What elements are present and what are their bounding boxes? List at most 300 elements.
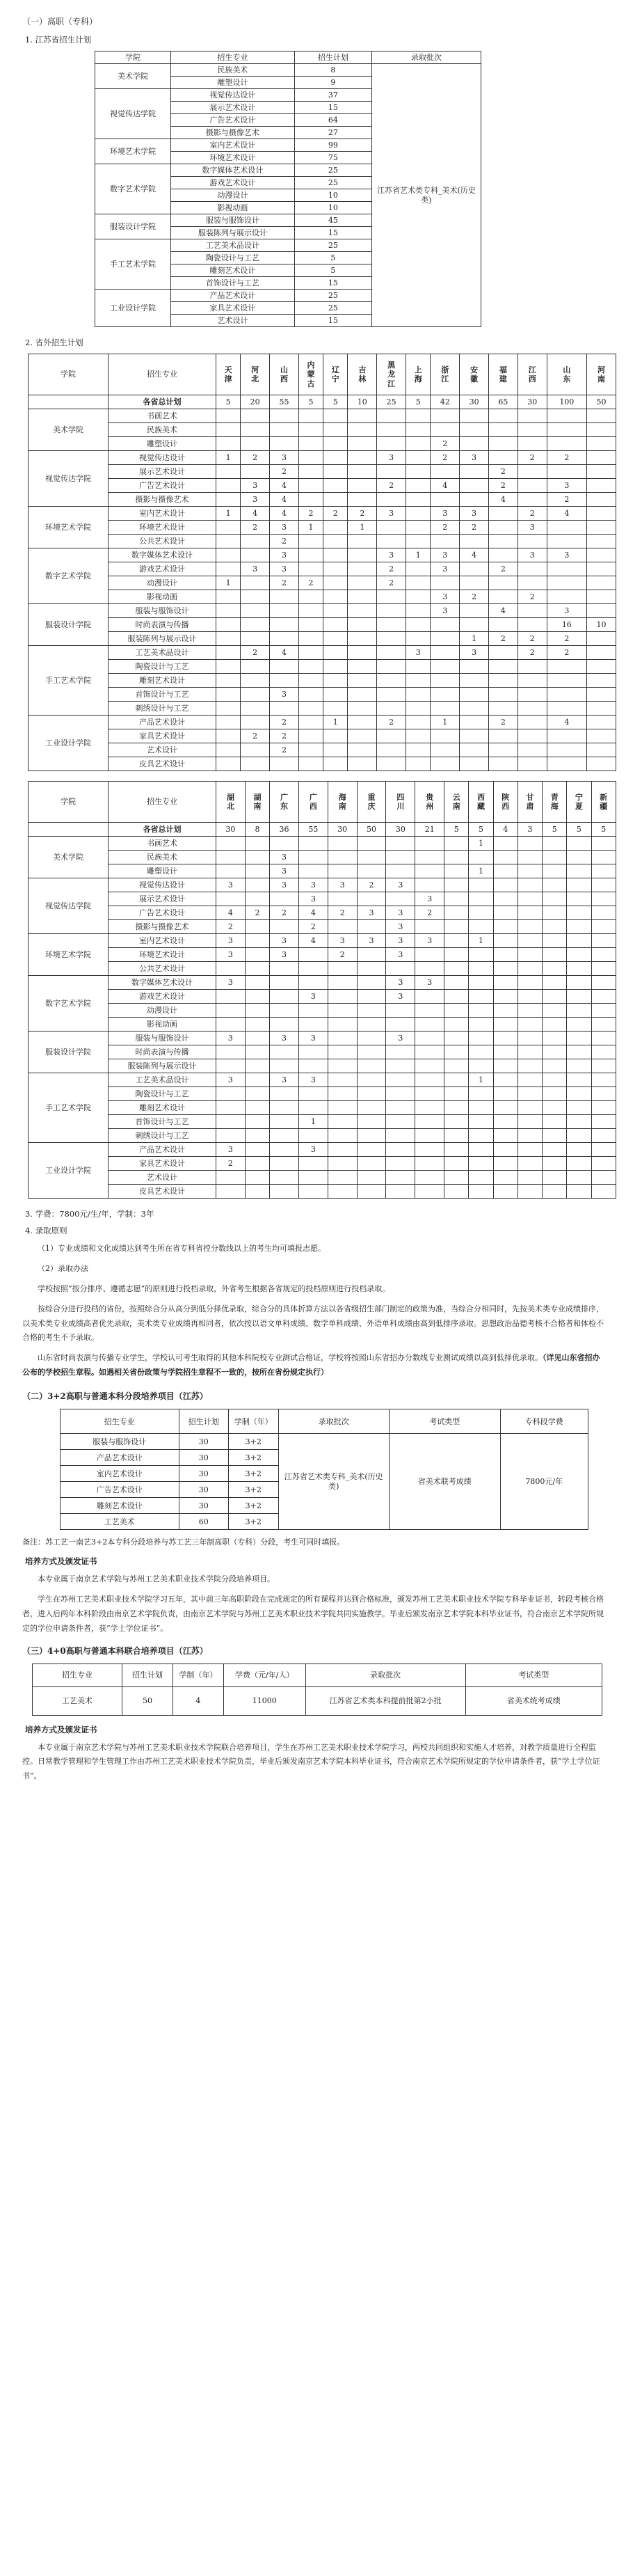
- major-cell: 家具艺术设计: [109, 729, 216, 743]
- table-row: [29, 1004, 616, 1018]
- plan-value: [460, 437, 489, 451]
- plan-value: [377, 674, 406, 688]
- province-header: 宁 夏: [567, 782, 591, 823]
- plan-value: [489, 590, 518, 604]
- province-header: 云 南: [444, 782, 469, 823]
- plan-value: [517, 934, 542, 948]
- college-cell: 美术学院: [95, 64, 171, 89]
- plan-value: [348, 618, 377, 632]
- plan-value: [216, 1004, 246, 1018]
- plan-value: [348, 465, 377, 479]
- plan-value: [543, 1018, 567, 1032]
- column-header: 招生专业: [61, 1409, 179, 1434]
- plan-value: [493, 920, 517, 934]
- plan-value: [386, 962, 415, 976]
- plan-value: 2: [270, 729, 299, 743]
- plan-value: [298, 837, 328, 851]
- plan-value: [216, 479, 241, 493]
- plan-value: 3: [547, 604, 586, 618]
- plan-value: [591, 837, 616, 851]
- major-cell: 广告艺术设计: [109, 479, 216, 493]
- plan-value: 1: [216, 576, 241, 590]
- plan-value: [323, 437, 348, 451]
- plan-value: 2: [547, 646, 586, 660]
- major-cell: 陶瓷设计与工艺: [109, 1087, 216, 1101]
- plan-value: [216, 423, 241, 437]
- province-header: 新 疆: [591, 782, 616, 823]
- plan-value: [444, 948, 469, 962]
- plan-value: [270, 757, 299, 771]
- major-cell: 动漫设计: [109, 1004, 216, 1018]
- college-cell: 视觉传达学院: [95, 89, 171, 139]
- plan-value: [517, 688, 547, 702]
- plan-value: [591, 1101, 616, 1115]
- plan-value: [517, 1087, 542, 1101]
- major-cell: 家具艺术设计: [170, 302, 294, 315]
- plan-value: [377, 632, 406, 646]
- province-plan-table-1: [28, 354, 616, 771]
- total-value: 50: [586, 395, 616, 409]
- plan-value: [386, 1045, 415, 1059]
- province-header: 江 西: [517, 354, 547, 395]
- plan-value: 3: [386, 878, 415, 892]
- plan-value: [493, 1004, 517, 1018]
- province-header: 安 徽: [460, 354, 489, 395]
- table-row: [29, 646, 616, 660]
- plan-value: [386, 1004, 415, 1018]
- plan-value: [591, 1157, 616, 1171]
- plan-value: [469, 1059, 493, 1073]
- plan-cell: 30: [179, 1498, 229, 1514]
- batch-cell: 江苏省艺术类专科_美术(历史类): [371, 64, 481, 327]
- plan-value: [245, 851, 269, 864]
- plan-value: [547, 576, 586, 590]
- plan-value: [328, 976, 357, 990]
- plan-value: [489, 674, 518, 688]
- plan-value: [348, 604, 377, 618]
- plan-value: [406, 729, 431, 743]
- major-cell: 刺绣设计与工艺: [109, 1129, 216, 1143]
- plan-value: [493, 1115, 517, 1129]
- table-row: [29, 729, 616, 743]
- plan-value: [591, 906, 616, 920]
- plan-value: 4: [241, 507, 270, 521]
- plan-value: [245, 1157, 269, 1171]
- plan-value: [517, 1004, 542, 1018]
- plan-value: [543, 1059, 567, 1073]
- plan-value: [567, 1171, 591, 1185]
- plan-value: [444, 1059, 469, 1073]
- plan-value: [460, 702, 489, 716]
- column-header: 招生专业: [109, 354, 216, 395]
- total-value: 30: [328, 823, 357, 837]
- plan-value: [386, 1143, 415, 1157]
- total-value: 36: [270, 823, 299, 837]
- plan-value: [406, 507, 431, 521]
- plan-value: 2: [517, 507, 547, 521]
- table-row: [29, 1129, 616, 1143]
- plan-value: 4: [298, 906, 328, 920]
- plan-value: [444, 1143, 469, 1157]
- plan-value: [489, 423, 518, 437]
- column-header: 招生专业: [109, 782, 216, 823]
- plan-value: [328, 1185, 357, 1199]
- plan-value: [298, 851, 328, 864]
- plan-value: [489, 688, 518, 702]
- plan-value: [298, 437, 323, 451]
- empty-cell: [29, 823, 109, 837]
- total-value: 65: [489, 395, 518, 409]
- plan-value: [298, 1101, 328, 1115]
- plan-value: [348, 409, 377, 423]
- plan-value: 3: [241, 562, 270, 576]
- table-row: [29, 576, 616, 590]
- plan-value: [489, 743, 518, 757]
- plan-value: [586, 729, 616, 743]
- plan-value: [586, 562, 616, 576]
- plan-value: [298, 493, 323, 507]
- plan-value: 2: [328, 906, 357, 920]
- plan-value: [377, 646, 406, 660]
- college-cell: 数字艺术学院: [29, 548, 109, 604]
- plan-value: [517, 729, 547, 743]
- plan-value: [517, 837, 542, 851]
- plan-value: [489, 521, 518, 535]
- plan-value: [328, 1087, 357, 1101]
- plan-value: [493, 864, 517, 878]
- plan-value: [567, 1087, 591, 1101]
- plan-value: [586, 716, 616, 729]
- column-header: 学院: [95, 52, 171, 64]
- plan-value: [298, 451, 323, 465]
- plan-value: [460, 743, 489, 757]
- table-row: [29, 702, 616, 716]
- plan-value: [377, 743, 406, 757]
- plan-value: [493, 1087, 517, 1101]
- plan-value: [298, 646, 323, 660]
- plan-value: [547, 590, 586, 604]
- plan-value: [406, 451, 431, 465]
- plan-value: [328, 1143, 357, 1157]
- plan-value: [216, 632, 241, 646]
- plan-value: [517, 660, 547, 674]
- plan-value: [444, 1171, 469, 1185]
- plan-value: [298, 948, 328, 962]
- plan-value: [328, 990, 357, 1004]
- plan-value: [586, 423, 616, 437]
- plan-value: [431, 660, 460, 674]
- plan-value: [493, 1018, 517, 1032]
- section-jiangsu-plan: 1. 江苏省招生计划: [25, 35, 92, 45]
- jiangsu-plan-table: [95, 51, 481, 327]
- plan-value: 2: [241, 451, 270, 465]
- plan-cell: 15: [294, 277, 371, 290]
- plan-value: [298, 618, 323, 632]
- plan-value: [517, 618, 547, 632]
- province-header: 内 蒙 古: [298, 354, 323, 395]
- plan-value: 2: [460, 521, 489, 535]
- plan-value: [517, 878, 542, 892]
- plan-value: [298, 962, 328, 976]
- major-cell: 服装与服饰设计: [61, 1434, 179, 1450]
- major-cell: 雕刻艺术设计: [61, 1498, 179, 1514]
- plan-value: 3: [517, 548, 547, 562]
- plan-value: [298, 660, 323, 674]
- table-header-row: [29, 354, 616, 395]
- college-cell: 环境艺术学院: [29, 507, 109, 548]
- plan-value: [323, 562, 348, 576]
- plan-value: [547, 409, 586, 423]
- plan-value: [460, 562, 489, 576]
- plan-value: [567, 837, 591, 851]
- rule-5-bold: （详见山东省招办公布的学校招生章程。如遇相关省份政策与学院招生章程不一致的，按所在省份规定执行）: [22, 1353, 600, 1377]
- plan-value: [328, 1059, 357, 1073]
- plan-value: [386, 1073, 415, 1087]
- plan-value: [357, 1185, 386, 1199]
- plan-value: 3: [270, 688, 299, 702]
- plan-value: 3: [270, 451, 299, 465]
- table-row: [29, 757, 616, 771]
- totals-row: [29, 395, 616, 409]
- plan-value: [444, 1129, 469, 1143]
- plan-value: [241, 548, 270, 562]
- plan-value: [328, 1115, 357, 1129]
- plan-value: 2: [298, 576, 323, 590]
- plan-value: [241, 660, 270, 674]
- plan-value: [517, 743, 547, 757]
- total-value: 5: [323, 395, 348, 409]
- plan-value: [216, 646, 241, 660]
- province-header: 浙 江: [431, 354, 460, 395]
- plan-value: [543, 920, 567, 934]
- plan-value: [357, 990, 386, 1004]
- column-header: 学制（年）: [172, 1664, 223, 1686]
- plan-value: [216, 743, 241, 757]
- plan-value: [469, 1004, 493, 1018]
- plan-value: [270, 1045, 299, 1059]
- plan-value: [377, 590, 406, 604]
- plan-value: [517, 437, 547, 451]
- plan-value: [415, 920, 444, 934]
- plan-value: [543, 1087, 567, 1101]
- plan-value: [216, 1045, 246, 1059]
- plan-value: [216, 493, 241, 507]
- plan-value: [328, 1018, 357, 1032]
- years-cell: 3+2: [229, 1450, 279, 1466]
- plan-value: [547, 562, 586, 576]
- plan-value: 2: [489, 716, 518, 729]
- major-cell: 广告艺术设计: [109, 906, 216, 920]
- plan-value: [323, 409, 348, 423]
- plan-value: [469, 1101, 493, 1115]
- plan-value: [489, 702, 518, 716]
- plan-value: [431, 535, 460, 548]
- plan-value: [493, 1157, 517, 1171]
- plan-value: [517, 948, 542, 962]
- plan-value: [517, 1143, 542, 1157]
- total-value: 55: [270, 395, 299, 409]
- plan-value: [270, 1171, 299, 1185]
- plan-value: [323, 548, 348, 562]
- plan-value: [216, 562, 241, 576]
- major-cell: 雕塑设计: [109, 437, 216, 451]
- plan-value: 3: [415, 976, 444, 990]
- plan-value: [444, 1045, 469, 1059]
- plan-value: [377, 465, 406, 479]
- plan-value: [323, 493, 348, 507]
- plan-cell: 5: [294, 264, 371, 277]
- plan-value: [328, 1157, 357, 1171]
- plan-value: [348, 535, 377, 548]
- table-row: [29, 837, 616, 851]
- plan-value: [245, 1101, 269, 1115]
- table-row: [29, 976, 616, 990]
- plan-value: 2: [431, 521, 460, 535]
- plan-value: [547, 674, 586, 688]
- plan-value: [591, 1045, 616, 1059]
- plan-value: [216, 465, 241, 479]
- plan-value: [543, 1032, 567, 1045]
- plan-value: [270, 1115, 299, 1129]
- plan-value: [357, 962, 386, 976]
- major-cell: 工艺美术品设计: [170, 239, 294, 252]
- plan-value: [493, 1073, 517, 1087]
- plan-value: [415, 851, 444, 864]
- plan-value: [415, 1045, 444, 1059]
- table-header-row: [29, 782, 616, 823]
- plan-value: [591, 1004, 616, 1018]
- plan-value: 4: [547, 716, 586, 729]
- plan-value: [431, 618, 460, 632]
- plan-value: [328, 837, 357, 851]
- plan-value: [357, 851, 386, 864]
- plan-value: [406, 562, 431, 576]
- plan-value: 4: [216, 906, 246, 920]
- plan-value: [386, 892, 415, 906]
- major-cell: 服装与服饰设计: [109, 1032, 216, 1045]
- column-header: 录取批次: [278, 1409, 390, 1434]
- plan-value: [216, 837, 246, 851]
- province-header: 上 海: [406, 354, 431, 395]
- plan-value: [216, 757, 241, 771]
- plan-value: [591, 990, 616, 1004]
- plan-value: [270, 962, 299, 976]
- plan-value: [348, 674, 377, 688]
- major-cell: 陶瓷设计与工艺: [109, 660, 216, 674]
- plan-value: [567, 1129, 591, 1143]
- plan-value: [567, 1185, 591, 1199]
- plan-cell: 9: [294, 77, 371, 89]
- plan-value: [543, 1143, 567, 1157]
- major-cell: 艺术设计: [109, 1171, 216, 1185]
- plan-value: 3: [415, 892, 444, 906]
- major-cell: 环境艺术设计: [109, 948, 216, 962]
- major-cell: 视觉传达设计: [109, 878, 216, 892]
- plan-value: [270, 1018, 299, 1032]
- plan-value: [415, 1115, 444, 1129]
- plan-value: 1: [469, 837, 493, 851]
- plan-value: [415, 1004, 444, 1018]
- plan-value: [216, 1185, 246, 1199]
- plan-value: [415, 962, 444, 976]
- major-cell: 民族美术: [109, 423, 216, 437]
- plan-value: [493, 1129, 517, 1143]
- plan-value: 1: [431, 716, 460, 729]
- total-value: 21: [415, 823, 444, 837]
- plan-value: [357, 1059, 386, 1073]
- plan-value: [460, 423, 489, 437]
- four-plus-zero-table: [32, 1664, 602, 1716]
- plan-value: [493, 878, 517, 892]
- plan-value: [298, 976, 328, 990]
- plan-value: [444, 1185, 469, 1199]
- plan-value: [493, 990, 517, 1004]
- plan-value: 3: [431, 590, 460, 604]
- plan-value: [415, 990, 444, 1004]
- plan-value: [348, 562, 377, 576]
- plan-value: [270, 702, 299, 716]
- plan-value: [543, 1073, 567, 1087]
- plan-value: [241, 743, 270, 757]
- plan-value: [348, 716, 377, 729]
- plan-value: [431, 674, 460, 688]
- plan-value: 2: [489, 562, 518, 576]
- plan-value: [567, 851, 591, 864]
- plan-value: 3: [298, 1073, 328, 1087]
- plan-value: 3: [328, 934, 357, 948]
- plan-value: [517, 576, 547, 590]
- province-header: 青 海: [543, 782, 567, 823]
- plan-value: [460, 757, 489, 771]
- plan-value: [270, 618, 299, 632]
- plan-value: [328, 892, 357, 906]
- value-cell: 江苏省艺术类本科提前批第2小批: [305, 1686, 465, 1715]
- total-value: 30: [216, 823, 246, 837]
- plan-value: [517, 493, 547, 507]
- plan-value: 3: [357, 934, 386, 948]
- plan-value: [543, 948, 567, 962]
- province-plan-table-2: [28, 781, 616, 1199]
- plan-value: [489, 646, 518, 660]
- plan-value: [323, 618, 348, 632]
- plan-value: [298, 688, 323, 702]
- three-plus-two-table: [60, 1409, 588, 1530]
- plan-value: [216, 1115, 246, 1129]
- plan-value: [469, 1157, 493, 1171]
- plan-value: [517, 976, 542, 990]
- plan-value: [460, 479, 489, 493]
- province-header: 湖 南: [245, 782, 269, 823]
- plan-value: [586, 465, 616, 479]
- province-header: 广 东: [270, 782, 299, 823]
- section-other-provinces: 2. 省外招生计划: [25, 338, 83, 347]
- plan-value: [567, 892, 591, 906]
- plan-value: [591, 1018, 616, 1032]
- province-header: 黑 龙 江: [377, 354, 406, 395]
- plan-value: [444, 1115, 469, 1129]
- plan-value: [406, 437, 431, 451]
- plan-value: 2: [298, 507, 323, 521]
- plan-value: [216, 1171, 246, 1185]
- plan-value: [406, 479, 431, 493]
- plan-value: 3: [270, 948, 299, 962]
- plan-value: 3: [377, 507, 406, 521]
- plan-value: [586, 451, 616, 465]
- plan-value: [241, 535, 270, 548]
- table-row: [29, 864, 616, 878]
- total-value: 30: [460, 395, 489, 409]
- plan-value: 3: [377, 451, 406, 465]
